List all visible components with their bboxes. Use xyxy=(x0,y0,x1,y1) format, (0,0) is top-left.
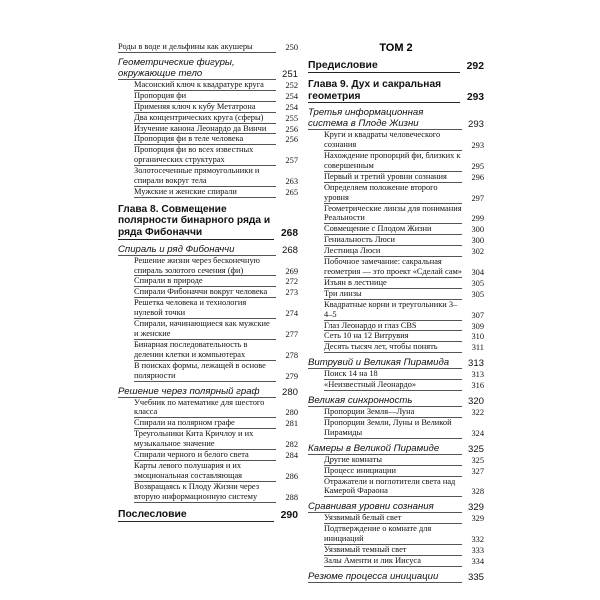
toc-entry-sec xyxy=(308,501,484,513)
toc-entry-sub xyxy=(134,124,298,135)
toc-entry-title: Отражатели и поглотители света над Камерой Фараона xyxy=(324,477,462,498)
toc-entry-page: 333 xyxy=(471,546,484,556)
toc-entry-page: 332 xyxy=(471,535,484,545)
toc-entry-page: 288 xyxy=(285,492,298,502)
toc-entry-page: 278 xyxy=(285,350,298,360)
toc-entry-page: 265 xyxy=(285,187,298,197)
toc-entry-title: Масонский ключ к квадратуре круга xyxy=(134,80,276,91)
toc-entry-sub xyxy=(134,80,298,91)
toc-entry-page: 281 xyxy=(285,419,298,429)
toc-right-column xyxy=(308,42,484,583)
toc-entry-sub xyxy=(134,298,298,319)
toc-entry-sec xyxy=(118,244,298,256)
toc-entry-title: Спирали Фибоначчи вокруг человека xyxy=(134,287,276,298)
toc-entry-title: Карты левого полушария и их эмоциональная составляющая xyxy=(134,461,276,482)
toc-entry-title: Золотосеченные прямоугольники и спирали вокруг тела xyxy=(134,166,276,187)
toc-entry-title: Пропорция фи во всех известных органических структурах xyxy=(134,145,276,166)
toc-entry-title: Поиск 14 на 18 xyxy=(324,369,462,380)
toc-entry-title: Применяя ключ к кубу Метатрона xyxy=(134,102,276,113)
toc-entry-page: 280 xyxy=(281,386,298,398)
toc-entry-sub xyxy=(134,256,298,277)
toc-entry-title: Геометрические линзы для понимания Реальности xyxy=(324,203,462,223)
toc-entry-title: Лестница Люси xyxy=(324,246,462,257)
toc-entry-sub xyxy=(134,166,298,187)
toc-entry-big xyxy=(118,509,298,522)
toc-entry-title: Изучение канона Леонардо да Винчи xyxy=(134,124,276,135)
toc-right-entries xyxy=(308,60,484,583)
toc-entry-sub xyxy=(324,246,484,257)
toc-entry-page: 300 xyxy=(471,236,484,246)
toc-entry-page: 305 xyxy=(471,289,484,299)
toc-entry-page: 250 xyxy=(285,43,298,52)
toc-entry-page: 280 xyxy=(285,408,298,418)
toc-entry-title: Определяем положение второго уровня xyxy=(324,183,462,204)
toc-entry-page: 251 xyxy=(281,68,298,80)
toc-entry-title: Глава 8. Совмещение полярности бинарного ряда и ряда Фибоначчи xyxy=(118,204,274,240)
toc-entry-chap xyxy=(118,204,298,240)
toc-entry-title: Пропорции Земли, Луны и Великой Пирамиды xyxy=(324,418,462,439)
toc-entry-title: Спирали черного и белого света xyxy=(134,450,276,461)
toc-entry-page: 293 xyxy=(467,119,484,131)
toc-entry-page: 307 xyxy=(471,310,484,320)
volume-heading: ТОМ 2 xyxy=(379,42,413,54)
toc-entry-title: Предисловие xyxy=(308,60,460,73)
toc-entry-big xyxy=(308,60,484,73)
toc-entry-sub xyxy=(324,257,484,278)
toc-entry-page: 328 xyxy=(471,487,484,497)
toc-entry-page: 279 xyxy=(285,371,298,381)
toc-entry-page: 256 xyxy=(285,124,298,134)
toc-entry-title: Послесловие xyxy=(118,509,274,522)
toc-entry-page: 277 xyxy=(285,330,298,339)
toc-entry-sub xyxy=(324,130,484,151)
toc-entry-title: Залы Аменти и лик Иисуса xyxy=(324,556,462,567)
toc-entry-sub xyxy=(324,151,484,172)
toc-entry-title: Пропорции Земля—Луна xyxy=(324,407,462,418)
toc-entry-title: Гениальность Люси xyxy=(324,235,462,246)
toc-entry-page: 299 xyxy=(471,214,484,224)
toc-entry-sec xyxy=(308,395,484,407)
toc-entry-sub xyxy=(324,477,484,498)
toc-entry-title: «Неизвестный Леонардо» xyxy=(324,380,462,391)
toc-entry-page: 286 xyxy=(285,471,298,481)
toc-entry-sub xyxy=(324,380,484,391)
toc-entry-sub xyxy=(134,287,298,298)
toc-entry-page: 329 xyxy=(471,514,484,524)
toc-entry-title: Глава 9. Дух и сакральная геометрия xyxy=(308,79,460,103)
toc-entry-title: Решетка человека и технология нулевой точки xyxy=(134,298,276,319)
toc-entry-page: 290 xyxy=(280,509,298,521)
toc-entry-page: 300 xyxy=(471,225,484,235)
toc-entry-sub xyxy=(134,429,298,450)
toc-entry-title: Треугольники Кита Кричлоу и их музыкальное значение xyxy=(134,429,276,450)
toc-entry-title: Великая синхронность xyxy=(308,395,462,407)
toc-entry-page: 313 xyxy=(467,358,484,370)
toc-entry-title: Третья информационная система в Плоде Жизни xyxy=(308,107,462,130)
toc-entry-title: Спирали в природе xyxy=(134,276,276,287)
toc-entry-page: 252 xyxy=(285,80,298,90)
toc-entry-page: 302 xyxy=(471,247,484,257)
toc-entry-page: 304 xyxy=(471,267,484,277)
toc-entry-title: Спирали, начинающиеся как мужские и женские xyxy=(134,319,276,340)
toc-entry-page: 293 xyxy=(467,91,484,103)
toc-entry-sub xyxy=(134,113,298,124)
toc-entry-sub xyxy=(134,187,298,198)
toc-entry-page: 273 xyxy=(285,288,298,298)
toc-entry-sub xyxy=(324,545,484,556)
toc-entry-title: Сравнивая уровни сознания xyxy=(308,501,462,513)
toc-entry-page: 257 xyxy=(285,156,298,166)
toc-entry-title: Спирали на полярном графе xyxy=(134,418,276,429)
toc-entry-sub xyxy=(134,361,298,382)
toc-entry-title: Решение жизни через бесконечную спираль золотого сечения (фи) xyxy=(134,256,276,277)
toc-entry-title: Десять тысяч лет, чтобы понять xyxy=(324,342,462,353)
toc-entry-page: 313 xyxy=(471,370,484,380)
toc-entry-page: 254 xyxy=(285,102,298,112)
toc-entry-page: 254 xyxy=(285,91,298,101)
toc-entry-page: 268 xyxy=(281,244,298,256)
toc-entry-sub xyxy=(134,482,298,503)
toc-entry-page: 268 xyxy=(281,228,298,240)
toc-entry-page: 297 xyxy=(471,193,484,203)
toc-entry-sub xyxy=(324,278,484,289)
toc-entry-title: Побочное замечание: сакральная геометрия — это проект «Сделай сам» xyxy=(324,257,462,276)
toc-entry-page: 296 xyxy=(471,172,484,182)
toc-entry-sub xyxy=(324,418,484,439)
toc-entry-sub xyxy=(324,331,484,342)
toc-entry-sub xyxy=(134,461,298,482)
toc-entry-sec xyxy=(308,571,484,583)
toc-entry-sub xyxy=(324,524,484,545)
toc-entry-page: 255 xyxy=(285,113,298,123)
toc-entry-title: Другие комнаты xyxy=(324,455,462,466)
toc-entry-page: 295 xyxy=(471,161,484,171)
toc-entry-sub xyxy=(134,398,298,419)
toc-entry-sub xyxy=(134,418,298,429)
toc-entry-sec xyxy=(308,357,484,369)
toc-entry-page: 325 xyxy=(467,443,484,455)
toc-entry-page: 293 xyxy=(471,141,484,151)
toc-entry-page: 269 xyxy=(285,266,298,276)
toc-entry-sub xyxy=(324,235,484,246)
toc-entry-sub xyxy=(134,134,298,145)
toc-entry-page: 327 xyxy=(471,466,484,476)
toc-entry-sub xyxy=(324,300,484,321)
toc-entry-page: 272 xyxy=(285,277,298,287)
toc-entry-page: 322 xyxy=(471,408,484,418)
toc-entry-title: Два концентрических круга (сферы) xyxy=(134,113,276,124)
toc-entry-title: Процесс инициации xyxy=(324,466,462,477)
toc-entry-page: 292 xyxy=(466,61,484,72)
toc-entry-page: 309 xyxy=(471,321,484,331)
toc-entry-sec xyxy=(308,443,484,455)
toc-entry-sub xyxy=(324,369,484,380)
toc-entry-title: Три линзы xyxy=(324,289,462,300)
toc-entry-page: 263 xyxy=(285,177,298,187)
toc-entry-title: Возвращаясь к Плоду Жизни через вторую информационную систему xyxy=(134,482,276,503)
toc-entry-title: Учебник по математике для шестого класса xyxy=(134,398,276,419)
toc-entry-title: Уязвимый белый свет xyxy=(324,513,462,524)
toc-entry-sub xyxy=(118,42,298,53)
toc-left-column xyxy=(118,42,298,522)
toc-entry-title: Роды в воде и дельфины как акушеры xyxy=(118,42,276,53)
toc-entry-sub xyxy=(324,342,484,353)
toc-entry-sub xyxy=(134,319,298,340)
toc-entry-sec xyxy=(308,107,484,130)
toc-entry-page: 325 xyxy=(471,455,484,465)
toc-entry-title: Решение через полярный граф xyxy=(118,386,276,398)
toc-entry-sub xyxy=(134,145,298,166)
toc-entry-title: Изъян в лестнице xyxy=(324,278,462,289)
toc-entry-title: Мужские и женские спирали xyxy=(134,187,276,198)
toc-entry-title: Совмещение с Плодом Жизни xyxy=(324,224,462,235)
toc-entry-title: Витрувий и Великая Пирамида xyxy=(308,357,462,369)
toc-entry-page: 310 xyxy=(471,332,484,342)
toc-entry-title: Пропорция фи xyxy=(134,91,276,102)
toc-entry-sub xyxy=(134,276,298,287)
toc-entry-title: Подтверждение о комнате для инициаций xyxy=(324,524,462,545)
toc-entry-sub xyxy=(324,466,484,477)
toc-entry-page: 320 xyxy=(467,396,484,408)
toc-entry-title: В поисках формы, лежащей в основе полярности xyxy=(134,361,276,382)
toc-entry-sub xyxy=(324,513,484,524)
toc-entry-title: Нахождение пропорций фи, близких к совершенным xyxy=(324,151,461,170)
toc-entry-sub xyxy=(324,407,484,418)
toc-entry-title: Уязвимый темный свет xyxy=(324,545,462,556)
toc-entry-page: 334 xyxy=(471,557,484,566)
toc-entry-sub xyxy=(134,91,298,102)
toc-entry-sub xyxy=(324,289,484,300)
toc-entry-page: 282 xyxy=(285,440,298,450)
toc-entry-title: Бинарная последовательность в делении клетки и компьютерах xyxy=(134,340,276,361)
toc-entry-sub xyxy=(324,321,484,332)
toc-entry-page: 311 xyxy=(471,343,484,353)
toc-entry-title: Квадратные корни и треугольники 3–4–5 xyxy=(324,300,462,321)
toc-entry-page: 335 xyxy=(467,571,484,583)
toc-entry-page: 274 xyxy=(285,309,298,319)
toc-entry-sub xyxy=(324,455,484,466)
toc-entry-sec xyxy=(118,386,298,398)
toc-entry-title: Геометрические фигуры, окружающие тело xyxy=(118,57,276,80)
toc-entry-page: 324 xyxy=(471,428,484,438)
toc-entry-page: 329 xyxy=(467,502,484,514)
toc-entry-title: Глаз Леонардо и глаз CBS xyxy=(324,321,462,332)
toc-entry-title: Резюме процесса инициации xyxy=(308,571,462,583)
toc-entry-title: Камеры в Великой Пирамиде xyxy=(308,443,462,455)
toc-entry-sub xyxy=(134,340,298,361)
toc-entry-sub xyxy=(324,204,484,225)
toc-entry-sub xyxy=(324,556,484,567)
toc-entry-title: Круги и квадраты человеческого сознания xyxy=(324,130,462,151)
toc-entry-page: 256 xyxy=(285,135,298,145)
toc-entry-sec xyxy=(118,57,298,80)
toc-entry-sub xyxy=(134,450,298,461)
toc-entry-sub xyxy=(134,102,298,113)
toc-entry-page: 305 xyxy=(471,278,484,288)
toc-entry-title: Пропорция фи в теле человека xyxy=(134,134,276,145)
toc-entry-title: Спираль и ряд Фибоначчи xyxy=(118,244,276,256)
toc-entry-page: 284 xyxy=(285,451,298,461)
toc-entry-page: 316 xyxy=(471,381,484,391)
toc-entry-sub xyxy=(324,183,484,204)
toc-entry-sub xyxy=(324,224,484,235)
toc-entry-title: Первый и третий уровни сознания xyxy=(324,172,462,183)
toc-entry-sub xyxy=(324,172,484,183)
toc-entry-chap xyxy=(308,79,484,103)
toc-entry-title: Сеть 10 на 12 Витрувия xyxy=(324,331,462,342)
